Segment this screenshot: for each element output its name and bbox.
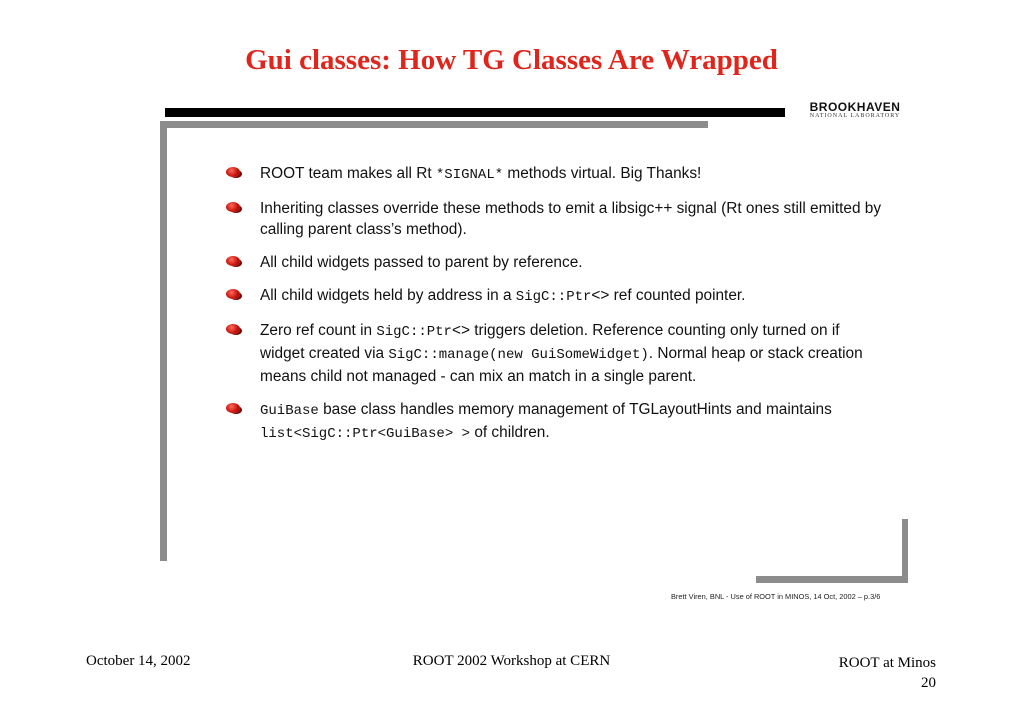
- bullet-text: Inheriting classes override these methods to emit a libsigc++ signal (Rt ones still emitted by calling parent class’s method).: [260, 200, 882, 238]
- bullet-item: [226, 399, 886, 445]
- bullet-icon: [226, 256, 240, 266]
- bullet-text: base class handles memory management of TGLayoutHints and maintains: [318, 401, 832, 418]
- slide-credit: Brett Viren, BNL - Use of ROOT in MINOS, 14 Oct, 2002 – p.3/6: [671, 592, 881, 601]
- bullet-text: Zero ref count in: [260, 322, 377, 339]
- bullet-text: of children.: [470, 424, 550, 441]
- bullet-icon: [226, 289, 240, 299]
- bullet-icon: [226, 324, 240, 334]
- bullet-icon: [226, 202, 240, 212]
- bullet-icon: [226, 167, 240, 177]
- bullet-text: ROOT team makes all Rt: [260, 165, 436, 182]
- frame-bottom-edge: [756, 576, 908, 583]
- slide-title: Gui classes: How TG Classes Are Wrapped: [245, 44, 778, 76]
- code-text: GuiBase: [260, 403, 319, 419]
- bullet-item: [226, 163, 886, 186]
- frame-top-edge: [160, 121, 708, 128]
- bullet-item: [226, 198, 886, 240]
- footer-date: October 14, 2002: [86, 653, 191, 669]
- code-text: SigC::Ptr: [515, 289, 592, 305]
- footer-topic: ROOT at Minos: [838, 655, 936, 671]
- bullet-icon: [226, 403, 240, 413]
- bullet-text: methods virtual. Big Thanks!: [503, 165, 702, 182]
- frame-left-edge: [160, 121, 167, 561]
- page-number: 20: [921, 675, 936, 691]
- code-text: *SIGNAL*: [435, 167, 504, 183]
- code-text: list<SigC::Ptr<GuiBase> >: [260, 426, 471, 442]
- bullet-item: [226, 285, 886, 308]
- bullet-text: <> triggers deletion. Reference counting only turned on if widget created via: [260, 322, 840, 362]
- bullet-text: . Normal heap or stack creation means child not managed - can mix an match in a single parent.: [260, 345, 863, 385]
- brookhaven-logo: [800, 100, 910, 119]
- logo-subtitle: NATIONAL LABORATORY: [809, 113, 901, 119]
- footer-right: [839, 653, 936, 693]
- bullet-item: [226, 320, 886, 387]
- footer-event: ROOT 2002 Workshop at CERN: [412, 653, 611, 669]
- bullet-text: <> ref counted pointer.: [591, 287, 746, 304]
- bullet-text: All child widgets passed to parent by reference.: [260, 254, 583, 271]
- bullet-list: [226, 163, 886, 445]
- title-rule: [165, 108, 785, 117]
- logo-name: BROOKHAVEN: [809, 100, 901, 114]
- bullet-item: [226, 252, 886, 273]
- code-text: SigC::manage(new GuiSomeWidget): [388, 347, 649, 363]
- bullet-text: All child widgets held by address in a: [260, 287, 516, 304]
- code-text: SigC::Ptr: [376, 324, 452, 340]
- frame-right-edge: [902, 519, 908, 583]
